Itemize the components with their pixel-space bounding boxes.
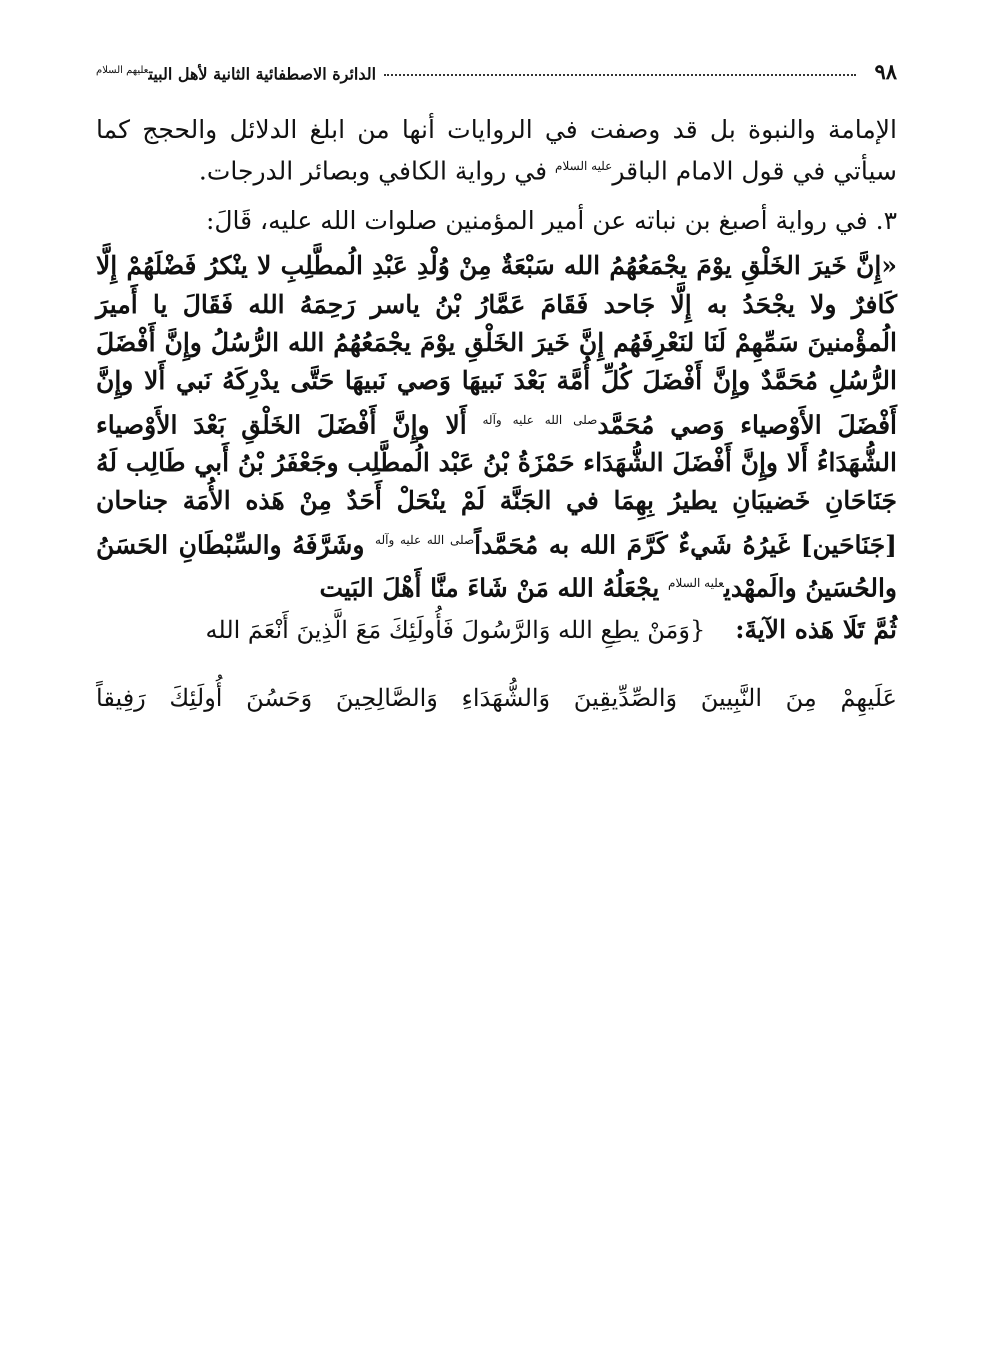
honorific-prophet-1: صلى الله عليه وآله bbox=[482, 412, 598, 427]
paragraph-spacer bbox=[96, 189, 897, 203]
honorific-mahdi: عليه السلام bbox=[668, 576, 724, 591]
verse-line-2: عَلَيهِمْ مِنَ النَّبِيينَ وَالصِّدِّيقِينَ وَالشُّهَدَاءِ وَالصَّالِحِينَ وَحَسُنَ أُولَئِكَ رَفِيقاً bbox=[96, 683, 897, 712]
running-title-honorific: عليهم السلام bbox=[96, 64, 149, 76]
page-content bbox=[96, 112, 897, 720]
verse-line-1 bbox=[96, 608, 897, 652]
verse-text-1: {وَمَنْ يطِعِ الله وَالرَّسُولَ فَأُولَئِكَ مَعَ الَّذِينَ أَنْعَمَ الله bbox=[205, 615, 706, 644]
verse-intro: ثُمَّ تَلَا هَذه الآيةَ: bbox=[735, 614, 897, 644]
hadith-part-4: يجْعَلُهُ الله مَنْ شَاءَ منَّا أَهْلَ البَيت bbox=[319, 573, 669, 603]
paragraph-intro bbox=[96, 112, 897, 189]
page-header bbox=[96, 42, 897, 82]
hadith-quote bbox=[96, 247, 897, 608]
honorific-prophet-2: صلى الله عليه وآله bbox=[375, 532, 475, 547]
running-title bbox=[96, 66, 376, 82]
header-dot-leader bbox=[384, 73, 856, 76]
hadith-part-2: أَلا وإِنَّ أَفْضَلَ الخَلْقِ بَعْدَ الأَوْصياء الشُّهَدَاءُ أَلا وإِنَّ أَفْضَلَ الشُّهَدَاء حَمْزَةُ بْنُ عَبْد الُمطَّلِب وجَعْفَرُ بْنُ أَبي طَالِب لَهُ جَنَاحَانِ خَضيبَانِ يطيرُ بِهِمَا في الجَنَّة لَمْ ينْحَلْ أَحَدٌ مِنْ هَذه الأُمَة جناحان [جَنَاحَين] غَيرُهُ شَيءٌ كَرَّمَ الله به مُحَمَّداً bbox=[96, 409, 898, 560]
hadith-part-1: «إِنَّ خَيرَ الخَلْقِ يوْمَ يجْمَعُهُمُ الله سَبْعَةٌ مِنْ وُلْدِ عَبْدِ الُمطَّلِبِ لا ينْكرُ فَضْلَهُمْ إِلَّا كَافرٌ ولا يجْحَدُ به إِلَّا جَاحد فَقَامَ عَمَّارُ بْنُ ياسر رَحِمَهُ الله فَقَالَ يا أَميرَ الُمؤْمنينَ سَمِّهِمْ لَنَا لنَعْرِفَهُم إِنَّ خَيرَ الخَلْقِ يوْمَ يجْمَعُهُمُ الله الرُّسُلُ وإِنَّ أَفْضَلَ الرُّسُلِ مُحَمَّدٌ وإِنَّ أَفْضَلَ كُلِّ أُمَّة بَعْدَ نَبيهَا وَصي نَبيهَا حَتَّى يدْرِكَهُ نَبي أَلا وإِنَّ أَفْضَلَ الأَوْصياء وَصي مُحَمَّد bbox=[96, 251, 897, 439]
paragraph-intro-text-a: الإمامة والنبوة بل قد وصفت في الروايات أنها من ابلغ الدلائل والحجج كما سيأتي في قول الامام الباقر bbox=[96, 115, 897, 186]
page-number: ٩٨ bbox=[874, 59, 897, 84]
running-title-text: الدائرة الاصطفائية الثانية لأهل البيت bbox=[148, 64, 377, 83]
hadith-part-3: وشَرَّفَهُ والسِّبْطَانِ الحَسَنُ والحُسَينُ والَمهْدي bbox=[96, 530, 897, 603]
honorific-baqir: عليه السلام bbox=[555, 159, 613, 173]
narration-intro: ٣. في رواية أصبغ بن نباته عن أمير المؤمنين صلوات الله عليه، قَالَ: bbox=[205, 206, 897, 236]
paragraph-intro-text-b: في رواية الكافي وبصائر الدرجات. bbox=[198, 156, 556, 186]
